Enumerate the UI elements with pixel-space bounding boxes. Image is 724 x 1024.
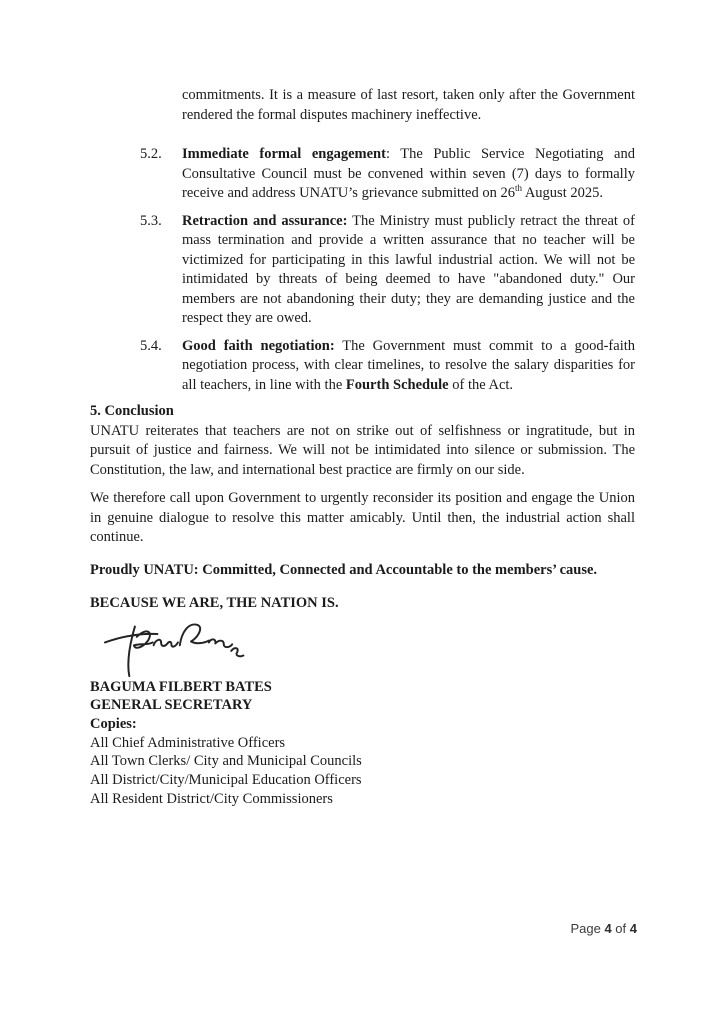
signatory-name: BAGUMA FILBERT BATES [90, 678, 272, 695]
demand-text [182, 145, 635, 204]
continuation-paragraph: commitments. It is a measure of last resort, taken only after the Government rendered the formal disputes machinery ineffective. [182, 87, 635, 123]
copies-item: All Town Clerks/ City and Municipal Councils [90, 753, 362, 770]
document-body [90, 86, 635, 808]
footer-total-pages: 4 [629, 921, 637, 936]
signature-image [90, 620, 635, 678]
signatory-block [90, 678, 635, 809]
slogan-nation: BECAUSE WE ARE, THE NATION IS. [90, 595, 339, 611]
demand-number: 5.4. [140, 337, 162, 354]
demand-item-5-4 [90, 337, 635, 396]
demand-body-text: : The Public Service Negotiating and Consultative Council must be convened within seven (7) days to formally receive and address UNATU’s grievance submitted on 26 [182, 146, 635, 201]
copies-item: All Chief Administrative Officers [90, 734, 286, 751]
fourth-schedule-bold: Fourth Schedule [345, 376, 449, 393]
page-number-footer [570, 921, 637, 936]
demand-body-text: The Ministry must publicly retract the threat of mass termination and provide a written assurance that no teacher will be victimized for participating in this lawful industrial action. We will not be intimidated by threats of being deemed to have "abandoned duty." Our members are not abandoning their duty; they are demanding justice and the respect they are owed. [182, 212, 635, 326]
ordinal-superscript: th [515, 183, 522, 194]
demand-text [182, 212, 635, 329]
demand-body-tail: of the Act. [448, 376, 514, 393]
demand-text [182, 337, 635, 396]
appeal-paragraph: We therefore call upon Government to urgently reconsider its position and engage the Union in genuine dialogue to resolve this matter amicably. Until then, the industrial action shall continue. [90, 490, 635, 545]
copies-item: All District/City/Municipal Education Officers [90, 772, 362, 789]
slogan-proudly-unatu: Proudly UNATU: Committed, Connected and Accountable to the members’ cause. [90, 561, 598, 578]
demand-item-5-2 [90, 145, 635, 204]
demand-lead-bold: Immediate formal engagement [182, 146, 386, 162]
handwritten-signature-icon [96, 620, 258, 678]
demand-lead-bold: Good faith negotiation: [182, 337, 335, 354]
demand-body-tail: August 2025. [522, 185, 603, 201]
signatory-title: GENERAL SECRETARY [90, 697, 253, 714]
conclusion-paragraph: UNATU reiterates that teachers are not on strike out of selfishness or ingratitude, but in pursuit of justice and fairness. We will not be intimidated into silence or submission. The Constitution, the law, and international best practice are firmly on our side. [90, 422, 635, 478]
demand-item-5-3 [90, 212, 635, 329]
footer-of-label: of [615, 921, 627, 936]
copies-label: Copies: [90, 715, 137, 732]
demand-number: 5.3. [140, 212, 162, 229]
demand-number: 5.2. [140, 146, 162, 162]
copies-item: All Resident District/City Commissioners [90, 790, 333, 807]
demand-body-text: The Government must commit to a good-faith negotiation process, with clear timelines, to resolve the salary disparities for all teachers, in line with the [182, 337, 635, 393]
footer-page-number: 4 [604, 921, 612, 936]
demand-lead-bold: Retraction and assurance: [182, 212, 348, 229]
footer-page-label: Page [570, 921, 601, 936]
conclusion-heading: 5. Conclusion [90, 403, 174, 419]
